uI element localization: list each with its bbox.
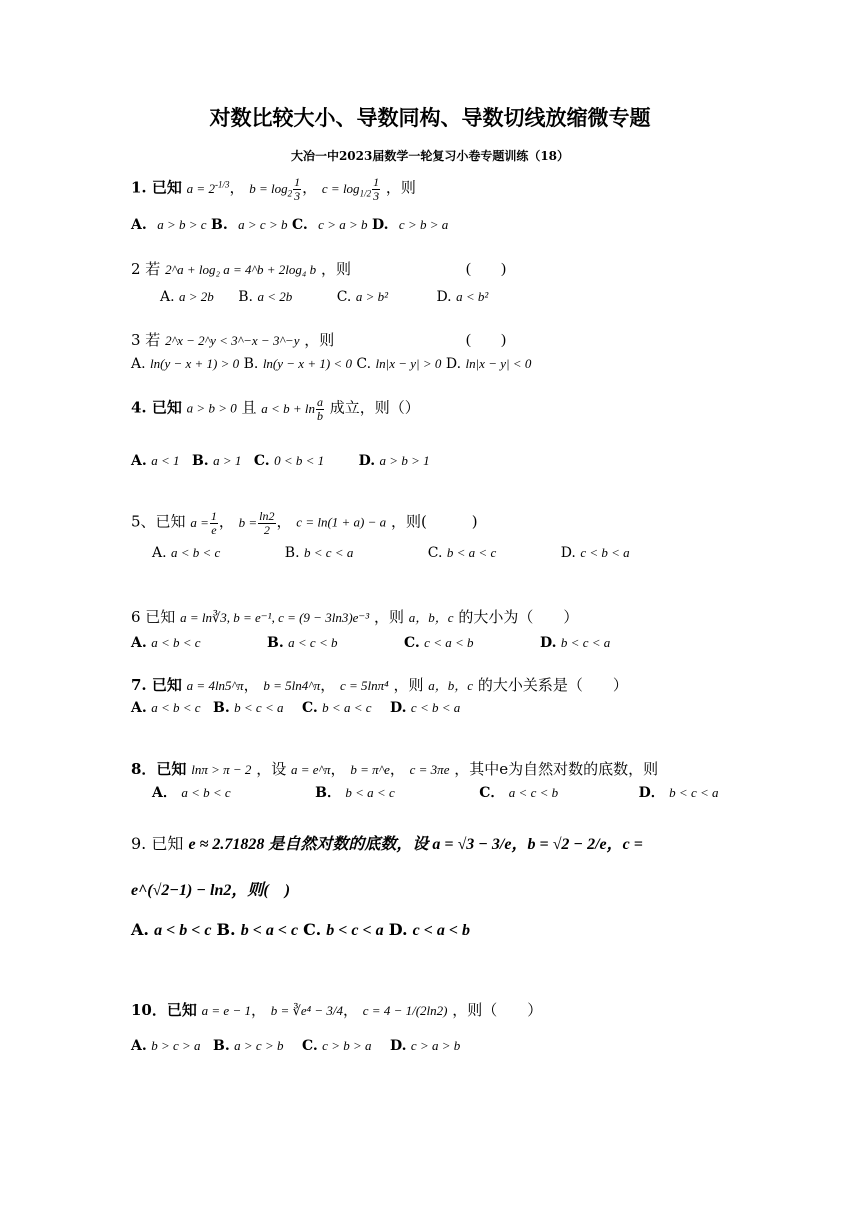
q8-b-expr: b = π^e	[350, 762, 390, 777]
q4-opt-d-label: D.	[358, 453, 376, 469]
q5-b-expr: b = $\frac{\ln 2}{2}$	[238, 509, 275, 538]
q2-answer-paren: ( )	[466, 261, 506, 277]
q7-opt-c-label: C.	[301, 700, 318, 716]
q2-opt-c: a > b²	[355, 289, 388, 304]
q6-vars: a，b，c	[408, 610, 454, 625]
q2-opt-b: a < 2b	[257, 289, 293, 304]
q5-opt-c-label: C.	[427, 545, 443, 561]
q3-opt-b-label: B.	[243, 356, 259, 372]
q2-expr: 2^a + log₂ a = 4^b + 2log₄ b	[165, 262, 317, 277]
q3-opt-a: ln(y − x + 1) > 0	[150, 356, 240, 371]
q6-label: 6 已知	[131, 608, 176, 626]
q8-a-expr: a = e^π	[290, 762, 331, 777]
q1-tail: ，则	[385, 178, 416, 197]
q10-opt-c-label: C.	[301, 1038, 318, 1054]
q6-options	[131, 636, 610, 650]
q4-opt-d: a > b > 1	[379, 453, 430, 468]
q9-opt-b: b < a < c	[240, 922, 299, 939]
q9-line1: e ≈ 2.71828 是自然对数的底数，设 a = √3 − 3/e，b = √2 − 2/e，c =	[188, 836, 643, 853]
page-title: 对数比较大小、导数同构、导数切线放缩微专题	[209, 105, 651, 130]
q3-opt-b: ln(y − x + 1) < 0	[262, 356, 352, 371]
q8-mid: ，设	[256, 760, 287, 778]
q6-opt-a-label: A.	[131, 635, 147, 651]
q4-mid: 且	[241, 398, 257, 417]
q10-a-expr: a = e − 1	[201, 1003, 251, 1018]
question-6	[131, 610, 578, 625]
q7-opt-d-label: D.	[389, 700, 407, 716]
q2-options	[160, 290, 488, 304]
q8-c-expr: c = 3πe	[409, 762, 450, 777]
page-subtitle: 大冶一中2023届数学一轮复习小卷专题训练（18）	[290, 149, 570, 163]
q6-opt-b-label: B.	[266, 635, 284, 651]
q9-opt-d: c < a < b	[412, 922, 471, 939]
q9-opt-a-label: A.	[131, 920, 149, 939]
q2-opt-b-label: B.	[238, 289, 253, 305]
q6-expr: a = ln∛3, b = e⁻¹, c = (9 − 3ln3)e⁻³	[180, 610, 370, 625]
q9-line2-row	[131, 882, 290, 899]
q8-opt-c: a < c < b	[508, 785, 559, 800]
q2-opt-c-label: C.	[336, 289, 352, 305]
q3-opt-c-label: C.	[356, 356, 372, 372]
q3-opt-a-label: A.	[131, 356, 146, 372]
q10-opt-b: a > c > b	[234, 1038, 284, 1053]
q1-a-expr: $a = 2^{-1/3}$	[186, 179, 230, 196]
q4-opt-b-label: B.	[191, 453, 209, 469]
q9-opt-b-label: B.	[216, 920, 236, 939]
q9-line2: e^(√2−1) − ln2，则( )	[131, 882, 291, 899]
q6-tail1: ，则	[373, 608, 404, 626]
q1-options	[131, 218, 448, 232]
question-4	[131, 396, 420, 423]
q7-opt-a: a < b < c	[151, 700, 201, 715]
q10-c-expr: c = 4 − 1/(2ln2)	[362, 1003, 448, 1018]
q10-b-expr: b = ∛e⁴ − 3/4	[270, 1003, 343, 1018]
q7-tail1: ，则	[393, 676, 424, 694]
q1-opt-d: c > b > a	[398, 217, 449, 232]
q8-options	[152, 786, 719, 800]
q3-opt-c: ln|x − y| > 0	[375, 356, 442, 371]
q8-opt-b-label: B．	[315, 785, 341, 801]
q9-opt-c-label: C.	[303, 920, 322, 939]
q7-tail2: 的大小关系是（ ）	[477, 676, 628, 694]
q10-label: 10．已知	[131, 1001, 197, 1019]
q5-tail: ，则( )	[390, 512, 478, 531]
q10-opt-a-label: A.	[131, 1038, 147, 1054]
q5-a-expr: a = $\frac{1}{e}$	[190, 509, 217, 538]
q4-options	[131, 454, 430, 468]
q7-opt-b: b < c < a	[234, 700, 284, 715]
q10-opt-b-label: B.	[212, 1038, 230, 1054]
q8-opt-a: a < b < c	[181, 785, 231, 800]
q2-opt-a-label: A.	[160, 289, 175, 305]
q8-opt-d-label: D．	[638, 785, 665, 801]
q7-opt-d: c < b < a	[410, 700, 461, 715]
q2-opt-a: a > 2b	[179, 289, 214, 304]
question-9	[131, 836, 643, 853]
q7-a-expr: a = 4ln5^π	[186, 678, 244, 693]
question-10: 10．已知 a = e − 1， b = ∛e⁴ − 3/4， c = 4 − 1/(2ln2) ，则（ ）	[131, 1001, 543, 1019]
q6-opt-b: a < c < b	[288, 635, 338, 650]
q9-opt-d-label: D.	[388, 920, 408, 939]
q8-cond: lnπ > π − 2	[191, 762, 252, 777]
q4-label: 4. 已知	[131, 398, 182, 417]
q4-opt-b: a > 1	[213, 453, 242, 468]
q10-opt-d-label: D.	[389, 1038, 407, 1054]
q7-label: 7. 已知	[131, 676, 182, 694]
q1-b-expr: $b = \log_2$ $\frac{1}{3}$	[249, 175, 301, 204]
q5-c-expr: c = ln(1 + a) − a	[296, 514, 387, 530]
q3-answer-paren: ( )	[466, 332, 506, 348]
q8-tail: ，其中e为自然对数的底数，则	[454, 760, 659, 778]
q9-opt-a: a < b < c	[154, 922, 212, 939]
q1-opt-c: c > a > b	[318, 217, 368, 232]
q4-tail: 成立，则（）	[329, 398, 420, 417]
q4-opt-a: a < 1	[151, 453, 180, 468]
q4-cond2: a < b + ln $\frac{a}{b}$	[261, 395, 323, 424]
q1-c-expr: $c = \log_{1/2}$ $\frac{1}{3}$	[321, 175, 380, 204]
q5-opt-b: b < c < a	[304, 545, 354, 560]
q9-options	[131, 922, 470, 939]
q8-opt-d: b < c < a	[669, 785, 719, 800]
q3-opt-d-label: D.	[445, 356, 462, 372]
q6-opt-d-label: D.	[539, 635, 557, 651]
q7-options	[131, 701, 460, 715]
q6-opt-c-label: C.	[403, 635, 420, 651]
q8-opt-b: b < a < c	[345, 785, 395, 800]
q5-opt-a-label: A.	[152, 545, 167, 561]
q2-tail: ，则	[320, 260, 351, 278]
q4-cond1: a > b > 0	[186, 400, 237, 416]
q10-opt-a: b > c > a	[151, 1038, 201, 1053]
q1-opt-b-label: B.	[210, 217, 228, 233]
q6-opt-a: a < b < c	[151, 635, 201, 650]
q5-opt-d: c < b < a	[580, 545, 630, 560]
q10-options	[131, 1039, 460, 1053]
q7-c-expr: c = 5lnπ⁴	[340, 678, 389, 693]
question-8: 8．已知 lnπ > π − 2 ，设 a = e^π， b = π^e， c = 3πe ，其中e为自然对数的底数，则	[131, 760, 659, 778]
q6-opt-d: b < c < a	[560, 635, 611, 650]
question-1: 1. 已知 $a = 2^{-1/3}$， $b = \log_2$ $\frac{1}{3}$ ， $c = \log_{1/2}$ $\frac{1}{3}$ ，则	[131, 175, 416, 204]
q2-label: 2 若	[131, 260, 161, 278]
question-2	[131, 262, 351, 277]
q1-opt-c-label: C.	[291, 217, 308, 233]
q4-opt-c-label: C.	[253, 453, 270, 469]
q6-opt-c: c < a < b	[424, 635, 474, 650]
q3-expr: 2^x − 2^y < 3^−x − 3^−y	[165, 333, 300, 348]
q10-opt-d: c > a > b	[410, 1038, 461, 1053]
q1-opt-a: a > b > c	[157, 217, 207, 232]
q10-tail: ，则（ ）	[452, 1001, 543, 1019]
q7-opt-a-label: A.	[131, 700, 147, 716]
question-5: 5、已知 a = $\frac{1}{e}$ ， b = $\frac{\ln 2}{2}$ ， c = ln(1 + a) − a ，则( )	[131, 509, 478, 538]
q1-opt-a-label: A.	[131, 217, 147, 233]
q6-tail2: 的大小为（ ）	[458, 608, 579, 626]
q1-opt-d-label: D.	[371, 217, 389, 233]
q5-opt-d-label: D.	[560, 545, 576, 561]
q9-opt-c: b < c < a	[326, 922, 384, 939]
q5-options	[152, 546, 630, 560]
q7-vars: a，b，c	[428, 678, 474, 693]
q3-tail: ，则	[304, 331, 335, 349]
q5-opt-b-label: B.	[284, 545, 300, 561]
q2-opt-d-label: D.	[436, 289, 452, 305]
q7-opt-b-label: B.	[212, 700, 230, 716]
q8-opt-a-label: A．	[152, 785, 177, 801]
q7-opt-c: b < a < c	[322, 700, 372, 715]
q4-opt-a-label: A.	[131, 453, 147, 469]
q8-label: 8．已知	[131, 760, 187, 778]
question-3	[131, 333, 334, 348]
q5-opt-a: a < b < c	[171, 545, 221, 560]
q1-label: 1. 已知	[131, 178, 182, 197]
q8-opt-c-label: C．	[479, 785, 505, 801]
q1-opt-b: a > c > b	[238, 217, 288, 232]
q3-options	[131, 357, 531, 371]
q3-label: 3 若	[131, 331, 161, 349]
q2-opt-d: a < b²	[456, 289, 489, 304]
q4-opt-c: 0 < b < 1	[274, 453, 325, 468]
q3-opt-d: ln|x − y| < 0	[465, 356, 532, 371]
question-7: 7. 已知 a = 4ln5^π， b = 5ln4^π， c = 5lnπ⁴ ，则 a，b，c 的大小关系是（ ）	[131, 676, 628, 694]
q5-opt-c: b < a < c	[446, 545, 497, 560]
q5-label: 5、已知	[131, 512, 186, 531]
q7-b-expr: b = 5ln4^π	[263, 678, 321, 693]
q10-opt-c: c > b > a	[322, 1038, 372, 1053]
q9-label: 9. 已知	[131, 834, 184, 853]
